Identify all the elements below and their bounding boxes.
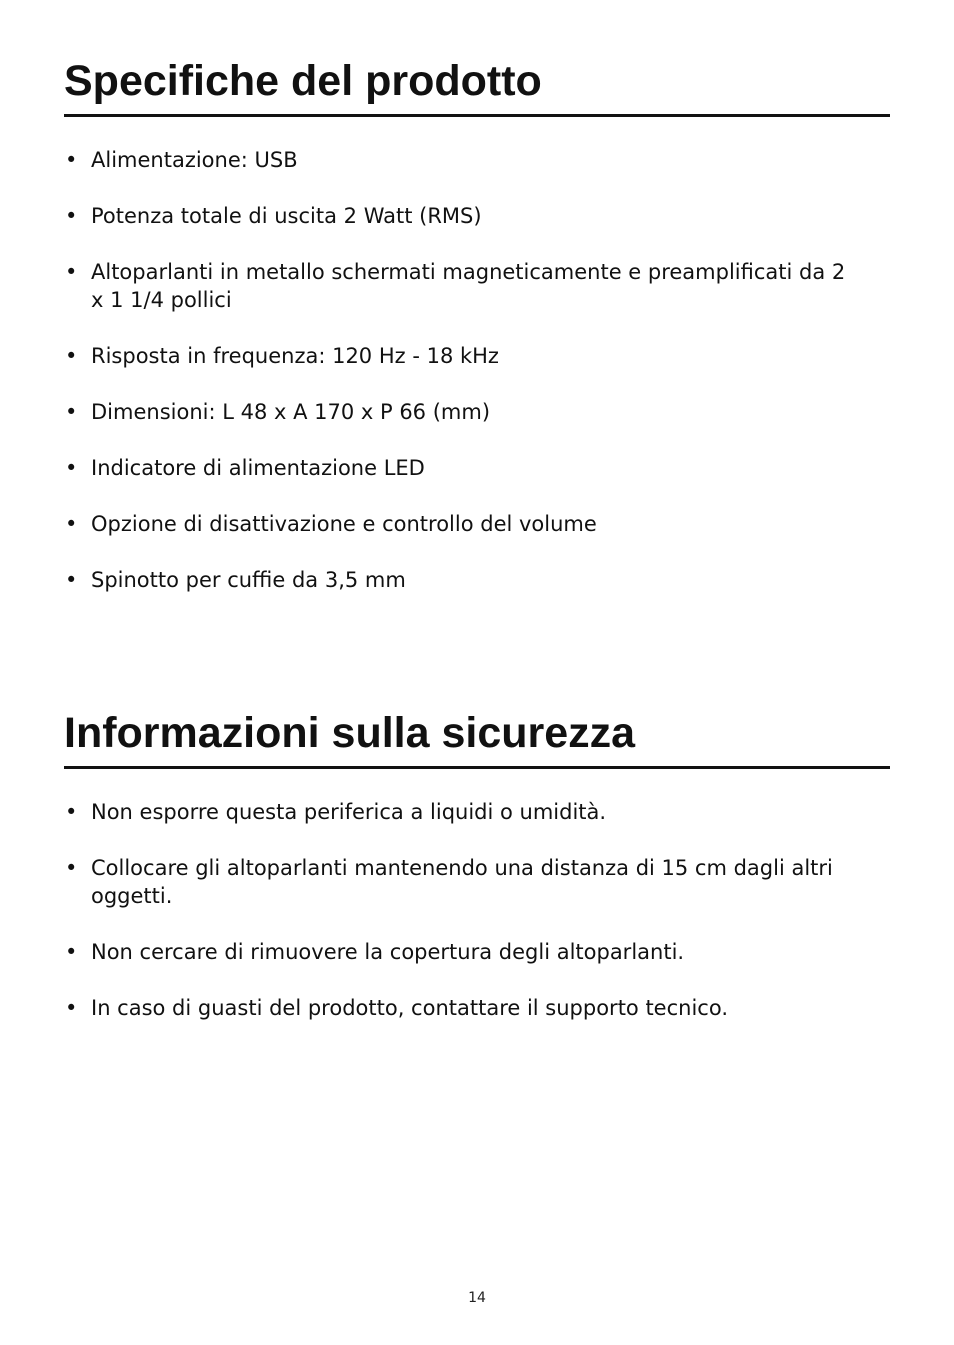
- list-item: [64, 146, 851, 174]
- list-item-text: Potenza totale di uscita 2 Watt (RMS): [91, 204, 482, 228]
- list-item: [64, 398, 851, 426]
- list-item-text: Indicatore di alimentazione LED: [91, 456, 425, 480]
- list-item: [64, 994, 851, 1022]
- list-item: [64, 454, 851, 482]
- list-item-text: Dimensioni: L 48 x A 170 x P 66 (mm): [91, 400, 491, 424]
- bullet-icon: •: [65, 940, 78, 964]
- list-item-text: Risposta in frequenza: 120 Hz - 18 kHz: [91, 344, 499, 368]
- bullet-icon: •: [65, 204, 78, 228]
- specs-heading: Specifiche del prodotto: [64, 56, 890, 117]
- list-item-text: Collocare gli altoparlanti mantenendo una distanza di 15 cm dagli altri oggetti.: [91, 856, 833, 908]
- bullet-icon: •: [65, 148, 78, 172]
- bullet-icon: •: [65, 456, 78, 480]
- bullet-icon: •: [65, 400, 78, 424]
- bullet-icon: •: [65, 800, 78, 824]
- list-item: [64, 202, 851, 230]
- list-item-text: Non cercare di rimuovere la copertura degli altoparlanti.: [91, 940, 685, 964]
- product-specs-section: [64, 56, 890, 622]
- safety-info-section: [64, 708, 890, 1050]
- list-item: [64, 342, 851, 370]
- list-item-text: Opzione di disattivazione e controllo del volume: [91, 512, 597, 536]
- list-item-text: In caso di guasti del prodotto, contattare il supporto tecnico.: [91, 996, 728, 1020]
- bullet-icon: •: [65, 856, 78, 880]
- bullet-icon: •: [65, 568, 78, 592]
- list-item-text: Altoparlanti in metallo schermati magneticamente e preamplificati da 2 x 1 1/4 pollici: [91, 260, 846, 312]
- safety-heading: Informazioni sulla sicurezza: [64, 708, 890, 769]
- safety-list: [64, 798, 890, 1022]
- list-item: [64, 510, 851, 538]
- list-item: [64, 798, 851, 826]
- specs-list: [64, 146, 890, 594]
- list-item-text: Non esporre questa periferica a liquidi o umidità.: [91, 800, 607, 824]
- page-number: 14: [468, 1290, 486, 1306]
- list-item: [64, 258, 851, 314]
- bullet-icon: •: [65, 260, 78, 284]
- list-item: [64, 854, 851, 910]
- bullet-icon: •: [65, 996, 78, 1020]
- list-item-text: Spinotto per cuffie da 3,5 mm: [91, 568, 406, 592]
- list-item: [64, 566, 851, 594]
- bullet-icon: •: [65, 344, 78, 368]
- list-item-text: Alimentazione: USB: [91, 148, 298, 172]
- bullet-icon: •: [65, 512, 78, 536]
- list-item: [64, 938, 851, 966]
